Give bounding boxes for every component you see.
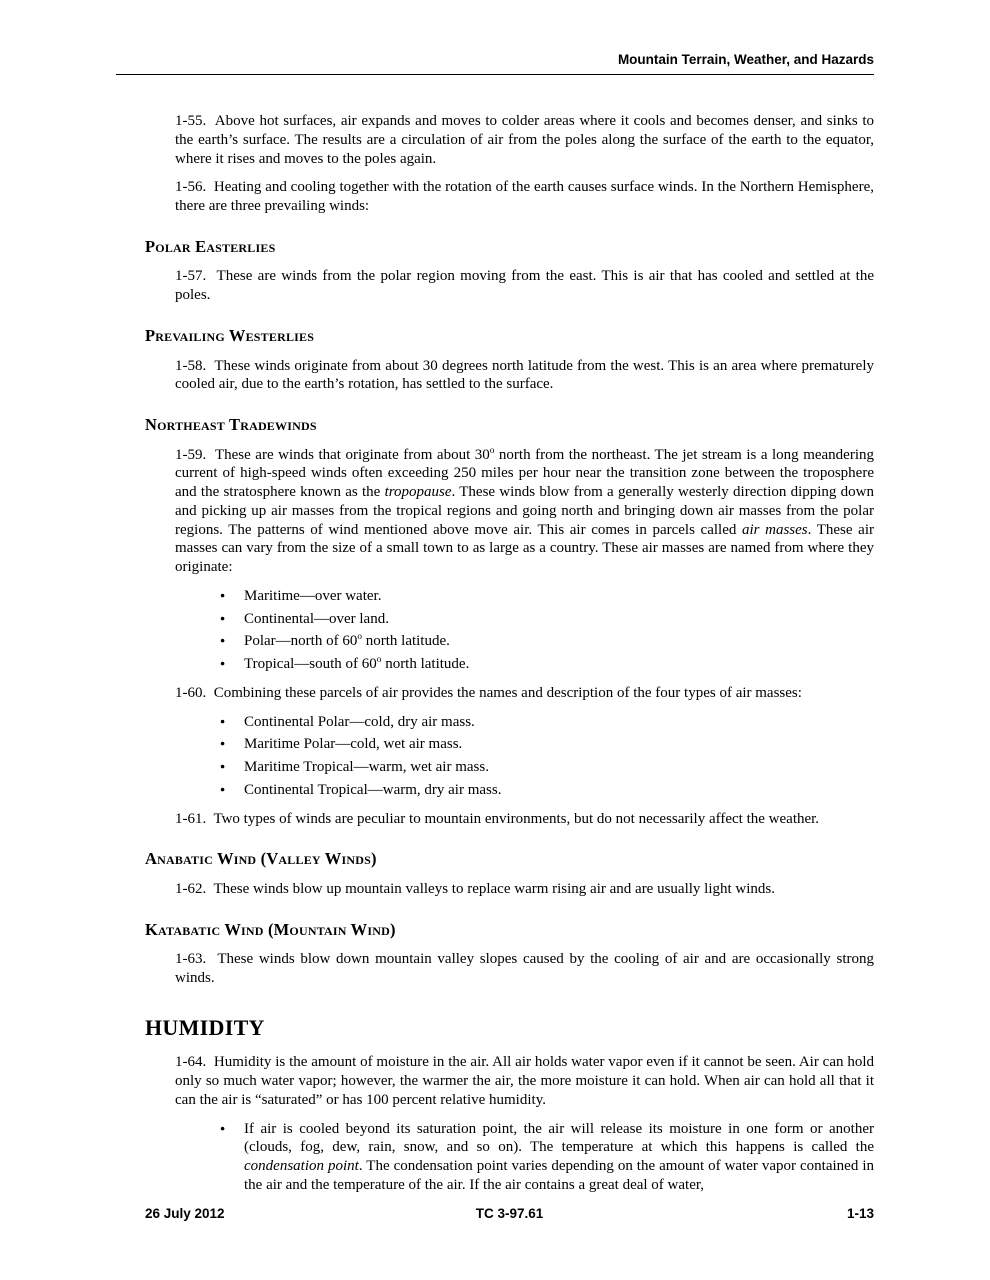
paragraph-1-61: 1-61. Two types of winds are peculiar to mountain environments, but do not necessarily affect the weather. bbox=[175, 810, 820, 827]
list-item-text bbox=[244, 611, 389, 627]
paragraph-1-64: 1-64. Humidity is the amount of moisture in the air. All air holds water vapor even if it cannot be seen. Air can hold only so much water vapor; however, the warmer the air, the more moisture it can hold. When air can hold all that it can the air is “saturated” or has 100 percent relative humidity. bbox=[175, 1054, 874, 1108]
heading-humidity: HUMIDITY bbox=[145, 1014, 265, 1040]
text-segment: Maritime—over water. bbox=[244, 587, 382, 604]
list-item bbox=[220, 655, 874, 674]
heading-anabatic-wind: Anabatic Wind (Valley Winds) bbox=[145, 849, 377, 869]
list-item-text: Maritime Polar—cold, wet air mass. bbox=[244, 736, 463, 753]
text-segment: . These winds blow from a generally westerly direction dipping down and picking up air masses from the tropical regions and going north and bringing down air masses from the polar regions. The patterns of wind mentioned above move air. This air comes in parcels called bbox=[175, 484, 875, 538]
list-item-text: Continental Polar—cold, dry air mass. bbox=[244, 713, 475, 730]
air-mass-origin-list bbox=[145, 587, 874, 674]
heading-polar-easterlies: Polar Easterlies bbox=[145, 236, 276, 256]
list-item bbox=[220, 781, 874, 800]
text-segment: Polar—north of 60 bbox=[244, 633, 358, 650]
list-item bbox=[220, 610, 874, 629]
bullet-icon: ● bbox=[220, 715, 226, 726]
text-segment: north latitude. bbox=[381, 656, 470, 673]
heading-northeast-tradewinds: Northeast Tradewinds bbox=[145, 415, 317, 434]
degree-superscript: o bbox=[357, 632, 362, 643]
paragraph-1-55: 1-55. Above hot surfaces, air expands and moves to colder areas where it cools and becomes denser, and sinks to the earth’s surface. The results are a circulation of air from the poles along the surface of the earth to the equator, where it rises and moves to the poles again. bbox=[175, 113, 874, 167]
heading-katabatic-wind: Katabatic Wind (Mountain Wind) bbox=[145, 919, 396, 939]
text-segment: Continental—over land. bbox=[244, 610, 389, 627]
paragraph-1-59 bbox=[175, 446, 874, 577]
bullet-icon: ● bbox=[220, 635, 226, 646]
bullet-icon: ● bbox=[220, 589, 226, 600]
list-item bbox=[220, 735, 874, 754]
list-item bbox=[220, 1120, 874, 1195]
list-item-text bbox=[244, 588, 381, 604]
list-item-text: Maritime Tropical—warm, wet air mass. bbox=[244, 759, 489, 776]
degree-superscript: o bbox=[489, 445, 495, 456]
text-segment: If air is cooled beyond its saturation point, the air will release its moisture in one form or another (clouds, fog, dew, rain, snow, and so on). The temperature at which this happens is called the bbox=[244, 1120, 874, 1156]
bullet-icon: ● bbox=[220, 783, 226, 794]
page-header bbox=[116, 52, 874, 75]
paragraph-1-60: 1-60. Combining these parcels of air provides the names and description of the four types of air masses: bbox=[175, 684, 802, 701]
text-segment: Tropical—south of 60 bbox=[244, 656, 377, 673]
paragraph-1-58: 1-58. These winds originate from about 30 degrees north latitude from the west. This is an area where prematurely cooled air, due to the earth’s rotation, has settled to the surface. bbox=[175, 357, 874, 393]
text-segment: north latitude. bbox=[361, 633, 450, 650]
list-item-text bbox=[244, 1121, 874, 1193]
text-segment: north from the northeast. The jet stream is a long meandering current of high-speed winds often exceeding 250 miles per hour near the transition zone between the troposphere and the stratosphere known as the bbox=[175, 446, 874, 501]
running-header-title: Mountain Terrain, Weather, and Hazards bbox=[617, 52, 874, 67]
bullet-icon: ● bbox=[220, 738, 226, 749]
list-item-text bbox=[244, 633, 450, 649]
list-item-text bbox=[244, 656, 469, 672]
heading-prevailing-westerlies: Prevailing Westerlies bbox=[145, 325, 315, 345]
list-item bbox=[220, 587, 874, 606]
text-segment: . These air masses can vary from the size of a small town to as large as a country. These air masses are named from where they originate: bbox=[175, 521, 874, 576]
paragraph-1-62: 1-62. These winds blow up mountain valleys to replace warm rising air and are usually light winds. bbox=[175, 881, 776, 897]
paragraph-1-63: 1-63. These winds blow down mountain valley slopes caused by the cooling of air and are occasionally strong winds. bbox=[175, 951, 874, 987]
bullet-icon: ● bbox=[220, 658, 226, 669]
list-item-text: Continental Tropical—warm, dry air mass. bbox=[244, 781, 502, 798]
page-footer bbox=[145, 1206, 874, 1226]
italic-term: tropopause bbox=[384, 484, 452, 501]
air-mass-types-list bbox=[145, 713, 874, 800]
bullet-icon: ● bbox=[220, 761, 226, 772]
paragraph-1-56: 1-56. Heating and cooling together with the rotation of the earth causes surface winds. In the Northern Hemisphere, there are three prevailing winds: bbox=[175, 179, 874, 214]
list-item bbox=[220, 713, 874, 732]
text-segment: . The condensation point varies depending on the amount of water vapor contained in the air and the temperature of the air. If the air contains a great deal of water, bbox=[244, 1158, 874, 1193]
footer-date: 26 July 2012 bbox=[145, 1206, 225, 1221]
italic-term: air masses bbox=[741, 521, 808, 538]
degree-superscript: o bbox=[376, 655, 382, 666]
bullet-icon: ● bbox=[220, 612, 226, 623]
page-content bbox=[145, 112, 874, 1205]
humidity-list bbox=[145, 1120, 874, 1195]
paragraph-1-57: 1-57. These are winds from the polar region moving from the east. This is air that has cooled and settled at the poles. bbox=[175, 268, 874, 304]
footer-page-number: 1-13 bbox=[846, 1206, 874, 1221]
footer-doc-number: TC 3-97.61 bbox=[475, 1206, 544, 1221]
bullet-icon: ● bbox=[220, 1122, 226, 1133]
text-segment: 1-59. These are winds that originate from about 30 bbox=[175, 446, 490, 463]
list-item bbox=[220, 632, 874, 651]
list-item bbox=[220, 758, 874, 777]
italic-term: condensation point bbox=[244, 1158, 359, 1175]
